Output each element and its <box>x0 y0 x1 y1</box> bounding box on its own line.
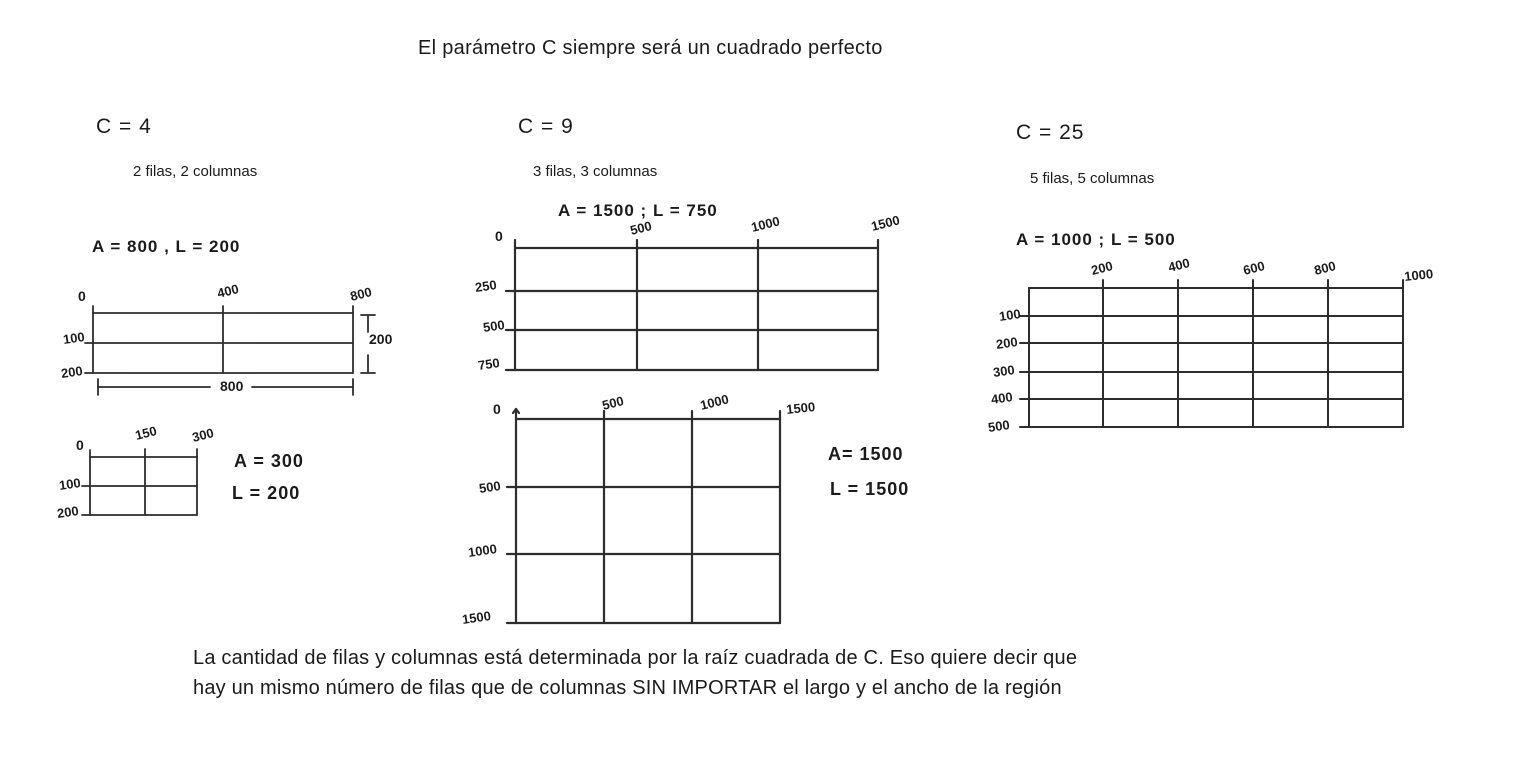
y-tick-label: 250 <box>474 277 498 295</box>
y-tick-label: 100 <box>62 329 86 347</box>
y-tick-label: 500 <box>482 317 506 335</box>
x-tick-label: 150 <box>133 423 159 443</box>
x-tick-label: 800 <box>348 284 374 304</box>
y-tick-label: 1000 <box>467 541 498 560</box>
x-tick-label: 1500 <box>785 399 816 417</box>
c9-wide-grid <box>455 212 905 390</box>
x-tick-label: 0 <box>493 401 501 417</box>
section-c4-heading: C = 4 <box>96 115 152 138</box>
grid-lines <box>93 313 353 373</box>
section-c25-heading: C = 25 <box>1016 121 1085 144</box>
height-brace-label: 200 <box>369 331 393 347</box>
section-c4-params: A = 800 , L = 200 <box>92 237 241 256</box>
x-tick-label: 300 <box>190 425 216 445</box>
x-tick-label: 400 <box>215 281 241 301</box>
length-label: L = 1500 <box>830 479 910 499</box>
page-title: El parámetro C siempre será un cuadrado perfecto <box>418 37 883 59</box>
x-tick-label: 0 <box>76 437 84 453</box>
x-tick-label: 1000 <box>1403 266 1434 284</box>
x-tick-label: 600 <box>1241 258 1267 278</box>
length-label: L = 200 <box>232 483 301 503</box>
axis-ticks <box>506 240 878 370</box>
x-tick-label: 400 <box>1166 255 1192 275</box>
y-tick-label: 750 <box>477 355 501 373</box>
c9-square-grid <box>445 390 825 640</box>
section-c4-subheading: 2 filas, 2 columnas <box>133 163 258 180</box>
section-c9-subheading: 3 filas, 3 columnas <box>533 163 658 180</box>
section-c25-params: A = 1000 ; L = 500 <box>1016 230 1176 249</box>
section-c9-params: A = 1500 ; L = 750 <box>558 201 718 220</box>
width-brace-label: 800 <box>220 378 244 394</box>
axis-ticks <box>82 449 197 515</box>
x-tick-label: 500 <box>600 393 626 413</box>
y-tick-label: 400 <box>990 389 1014 407</box>
axis-ticks <box>1020 280 1403 427</box>
y-tick-label: 200 <box>56 503 80 521</box>
x-tick-label: 500 <box>628 218 654 238</box>
axis-ticks <box>507 409 780 623</box>
axis-ticks <box>85 306 353 373</box>
grid-lines <box>515 248 878 370</box>
grid-lines <box>90 457 197 515</box>
footer-note-line2: hay un mismo número de filas que de columnas SIN IMPORTAR el largo y el ancho de la región <box>193 677 1062 699</box>
section-c9-heading: C = 9 <box>518 115 574 138</box>
grid-lines <box>1029 288 1403 427</box>
x-tick-label: 1000 <box>698 391 731 413</box>
y-tick-label: 200 <box>995 334 1019 352</box>
y-tick-label: 500 <box>987 417 1011 435</box>
footer-note-line1: La cantidad de filas y columnas está determinada por la raíz cuadrada de C. Eso quiere decir que <box>193 647 1078 669</box>
area-label: A = 300 <box>234 451 304 471</box>
y-tick-label: 100 <box>58 475 82 493</box>
c25-grid <box>980 250 1440 445</box>
x-tick-label: 800 <box>1312 258 1338 278</box>
grid-lines <box>516 419 780 623</box>
section-c25-subheading: 5 filas, 5 columnas <box>1030 170 1155 187</box>
area-label: A= 1500 <box>828 444 904 464</box>
y-tick-label: 500 <box>478 478 502 496</box>
x-tick-label: 1500 <box>869 212 902 234</box>
y-tick-label: 1500 <box>461 608 492 627</box>
y-tick-label: 100 <box>998 306 1022 324</box>
x-tick-label: 0 <box>495 228 503 244</box>
y-tick-label: 200 <box>60 363 84 381</box>
x-tick-label: 1000 <box>749 213 782 235</box>
x-tick-label: 200 <box>1089 258 1115 278</box>
y-tick-label: 300 <box>992 362 1016 380</box>
x-tick-label: 0 <box>78 288 86 304</box>
